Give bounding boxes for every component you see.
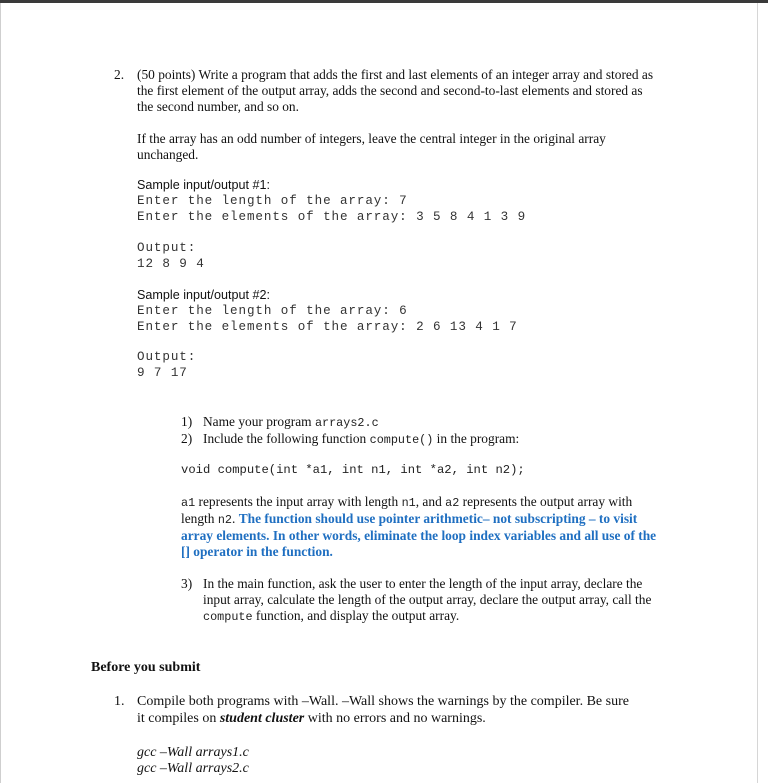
student-cluster: student cluster xyxy=(219,711,305,726)
question-number: 2. xyxy=(114,67,125,82)
page-right-edge xyxy=(757,3,758,783)
odd-note-line-2: unchanged. xyxy=(137,147,199,162)
sample2-input-line: Enter the length of the array: 6 xyxy=(137,304,408,318)
page-left-edge xyxy=(0,3,1,783)
question-line-3: the second number, and so on. xyxy=(137,99,299,114)
pointer-arithmetic-note: The function should use pointer arithmetic– not subscripting – to visit xyxy=(238,511,638,526)
req1-text: Name your program arrays2.c xyxy=(203,414,379,430)
param-desc-line-2: length n2. The function should use pointer arithmetic– not subscripting – to visit xyxy=(181,511,638,527)
pointer-arithmetic-note: [] operator in the function. xyxy=(181,544,333,559)
sample2-output-value: 9 7 17 xyxy=(137,366,188,380)
req3-line-1: In the main function, ask the user to enter the length of the input array, declare the xyxy=(203,576,643,591)
sample1-input-line: Enter the elements of the array: 3 5 8 4 1 3 9 xyxy=(137,210,527,224)
req3-line-2: input array, calculate the length of the output array, declare the output array, call the xyxy=(203,592,652,607)
odd-note-line-1: If the array has an odd number of integers, leave the central integer in the original array xyxy=(137,131,606,146)
function-signature: void compute(int *a1, int n1, int *a2, int n2); xyxy=(181,463,525,477)
req1-number: 1) xyxy=(181,414,193,429)
question-line-2: the first element of the output array, adds the second and second-to-last elements and stored as xyxy=(137,83,643,98)
top-border xyxy=(0,0,768,3)
req2-number: 2) xyxy=(181,431,193,446)
req3-number: 3) xyxy=(181,576,193,591)
req2-text: Include the following function compute() in the program: xyxy=(203,431,520,447)
function-name: compute() xyxy=(369,433,434,447)
pointer-arithmetic-note: array elements. In other words, eliminate the loop index variables and all use of the xyxy=(181,528,657,543)
program-filename: arrays2.c xyxy=(314,416,379,430)
compile-command: gcc –Wall arrays1.c xyxy=(137,745,249,760)
section-heading: Before you submit xyxy=(91,660,201,675)
compile-command: gcc –Wall arrays2.c xyxy=(137,761,249,776)
sample1-heading: Sample input/output #1: xyxy=(137,178,271,192)
sample2-output-label: Output: xyxy=(137,350,197,364)
question-line-1: (50 points) Write a program that adds the first and last elements of an integer array and stored as xyxy=(137,67,654,82)
sample1-input-line: Enter the length of the array: 7 xyxy=(137,194,408,208)
req3-line-3: compute function, and display the output array. xyxy=(203,608,460,624)
submit-line-1: Compile both programs with –Wall. –Wall shows the warnings by the compiler. Be sure xyxy=(137,694,629,709)
submit-line-2: it compiles on student cluster with no errors and no warnings. xyxy=(137,711,486,726)
sample2-input-line: Enter the elements of the array: 2 6 13 4 1 7 xyxy=(137,320,518,334)
submit-item-number: 1. xyxy=(114,694,125,709)
sample1-output-value: 12 8 9 4 xyxy=(137,257,205,271)
param-desc-line-1: a1 represents the input array with length n1, and a2 represents the output array with xyxy=(181,494,633,510)
sample2-heading: Sample input/output #2: xyxy=(137,288,271,302)
sample1-output-label: Output: xyxy=(137,241,197,255)
